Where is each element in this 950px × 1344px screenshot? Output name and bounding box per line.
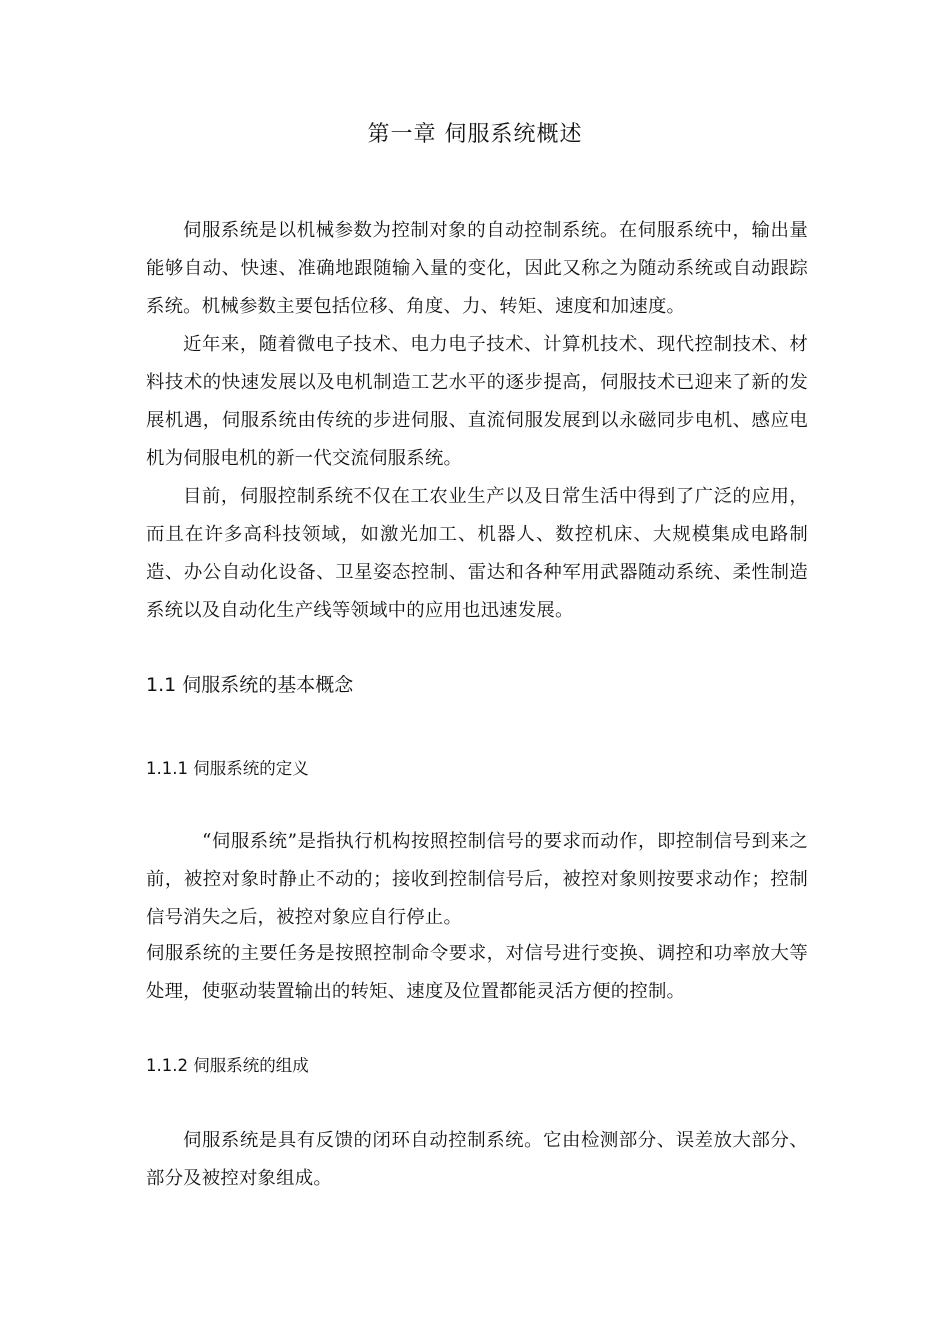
definition-paragraph-2: 伺服系统的主要任务是按照控制命令要求，对信号进行变换、调控和功率放大等处理，使驱动装置输出的转矩、速度及位置都能灵活方便的控制。 — [146, 943, 808, 1002]
intro-paragraph-2: 近年来，随着微电子技术、电力电子技术、计算机技术、现代控制技术、材料技术的快速发展以及电机制造工艺水平的逐步提高，伺服技术已迎来了新的发展机遇，伺服系统由传统的步进伺服、直流伺服发展到以永磁同步电机、感应电机为伺服电机的新一代交流伺服系统。 — [146, 334, 808, 469]
chapter-title: 第一章 伺服系统概述 — [367, 122, 583, 147]
section-heading-1-1-1: 1.1.1 伺服系统的定义 — [146, 759, 309, 778]
section-heading-1-1-2: 1.1.2 伺服系统的组成 — [146, 1056, 309, 1075]
section-heading-1-1: 1.1 伺服系统的基本概念 — [146, 674, 354, 696]
intro-paragraph-1: 伺服系统是以机械参数为控制对象的自动控制系统。在伺服系统中，输出量能够自动、快速、准确地跟随输入量的变化，因此又称之为随动系统或自动跟踪系统。机械参数主要包括位移、角度、力、转矩、速度和加速度。 — [146, 220, 808, 317]
intro-paragraph-3: 目前，伺服控制系统不仅在工农业生产以及日常生活中得到了广泛的应用，而且在许多高科技领域，如激光加工、机器人、数控机床、大规模集成电路制造、办公自动化设备、卫星姿态控制、雷达和各种军用武器随动系统、柔性制造系统以及自动化生产线等领域中的应用也迅速发展。 — [146, 486, 808, 621]
composition-paragraph-1: 伺服系统是具有反馈的闭环自动控制系统。它由检测部分、误差放大部分、部分及被控对象组成。 — [146, 1130, 808, 1189]
definition-paragraph-1: “伺服系统”是指执行机构按照控制信号的要求而动作，即控制信号到来之前，被控对象时静止不动的；接收到控制信号后，被控对象则按要求动作；控制信号消失之后，被控对象应自行停止。 — [146, 831, 808, 928]
